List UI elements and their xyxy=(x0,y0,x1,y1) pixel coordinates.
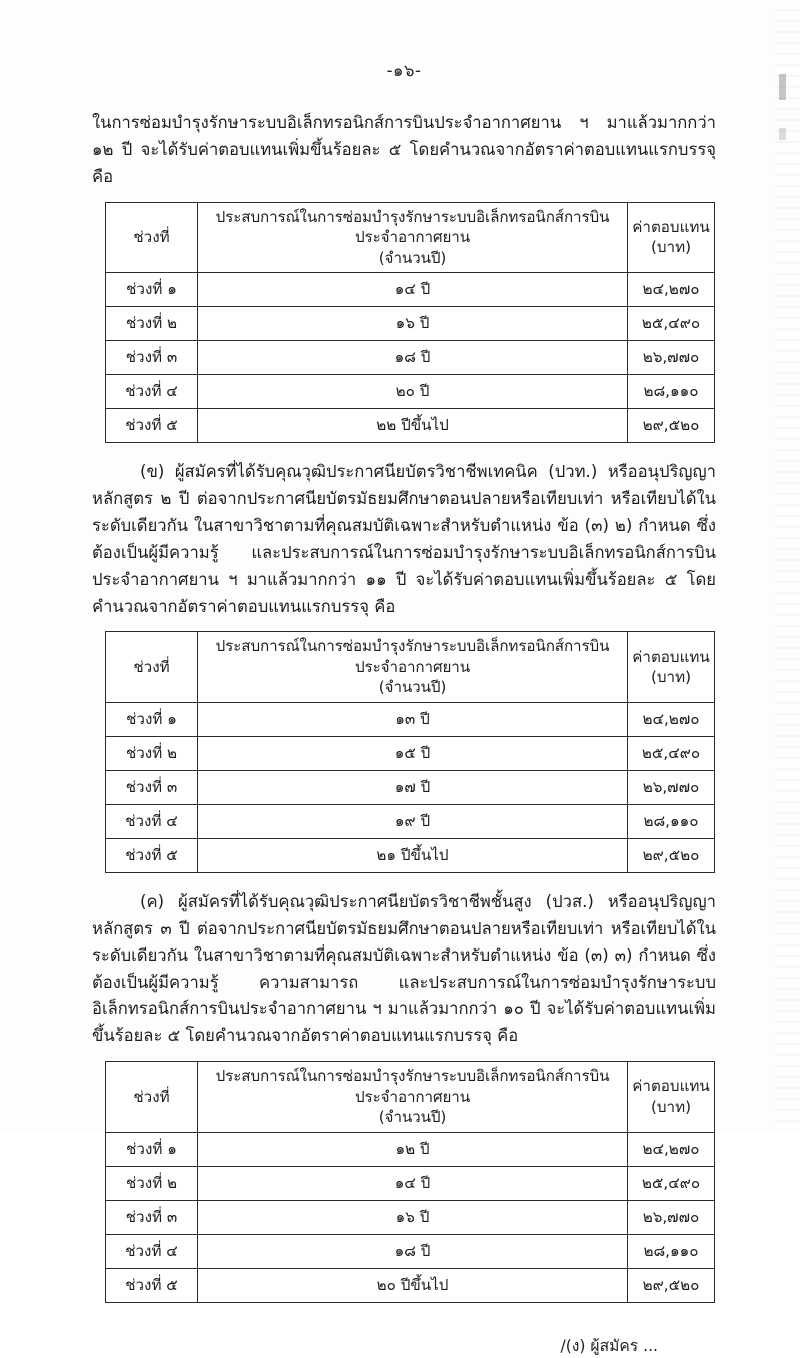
cell-experience: ๒๐ ปีขึ้นไป xyxy=(198,1268,628,1302)
cell-range: ช่วงที่ ๒ xyxy=(106,736,198,770)
cell-pay: ๒๘,๑๑๐ xyxy=(628,804,715,838)
column-header-pay-line1: ค่าตอบแทน xyxy=(632,217,710,236)
column-header-pay xyxy=(628,1062,715,1133)
cell-range: ช่วงที่ ๑ xyxy=(106,702,198,736)
column-header-pay xyxy=(628,632,715,703)
column-header-range: ช่วงที่ xyxy=(106,1062,198,1133)
pay-table-section-2 xyxy=(105,631,715,873)
column-header-experience xyxy=(198,202,628,273)
cell-experience: ๑๘ ปี xyxy=(198,341,628,375)
cell-range: ช่วงที่ ๔ xyxy=(106,1234,198,1268)
column-header-pay xyxy=(628,202,715,273)
table-row xyxy=(106,341,715,375)
table-body xyxy=(106,273,715,443)
cell-experience: ๑๙ ปี xyxy=(198,804,628,838)
cell-experience: ๒๐ ปี xyxy=(198,375,628,409)
cell-range: ช่วงที่ ๔ xyxy=(106,375,198,409)
cell-experience: ๑๔ ปี xyxy=(198,1166,628,1200)
cell-experience: ๑๗ ปี xyxy=(198,770,628,804)
document-content xyxy=(92,0,716,1358)
column-header-pay-line2: (บาท) xyxy=(650,238,692,257)
column-header-pay-line2: (บาท) xyxy=(650,668,692,687)
cell-experience: ๑๖ ปี xyxy=(198,307,628,341)
cell-range: ช่วงที่ ๓ xyxy=(106,341,198,375)
scan-edge-artifact xyxy=(774,0,800,1131)
paragraph-section-1: ในการซ่อมบำรุงรักษาระบบอิเล็กทรอนิกส์การบินประจำอากาศยาน ฯ มาแล้วมากกว่า ๑๒ ปี จะได้รับค่าตอบแทนเพิ่มขึ้นร้อยละ ๕ โดยคำนวณจากอัตราค่าตอบแทนแรกบรรจุ คือ xyxy=(92,113,716,186)
page-number: -๑๖- xyxy=(386,61,422,80)
cell-pay: ๒๔,๒๗๐ xyxy=(628,1132,715,1166)
column-header-pay-line2: (บาท) xyxy=(650,1097,692,1116)
cell-pay: ๒๕,๔๙๐ xyxy=(628,1166,715,1200)
cell-range: ช่วงที่ ๓ xyxy=(106,770,198,804)
cell-range: ช่วงที่ ๔ xyxy=(106,804,198,838)
cell-range: ช่วงที่ ๕ xyxy=(106,1268,198,1302)
column-header-range: ช่วงที่ xyxy=(106,632,198,703)
column-header-pay-line1: ค่าตอบแทน xyxy=(632,1077,710,1096)
cell-pay: ๒๔,๒๗๐ xyxy=(628,273,715,307)
cell-range: ช่วงที่ ๑ xyxy=(106,1132,198,1166)
cell-experience: ๒๑ ปีขึ้นไป xyxy=(198,838,628,872)
table-row xyxy=(106,804,715,838)
table-row xyxy=(106,1166,715,1200)
paragraph-section-2: (ข) ผู้สมัครที่ได้รับคุณวุฒิประกาศนียบัตรวิชาชีพเทคนิค (ปวท.) หรืออนุปริญญาหลักสูตร ๒ ปี ต่อจากประกาศนียบัตรมัธยมศึกษาตอนปลายหรือเทียบเท่า หรือเทียบได้ในระดับเดียวกัน ในสาขาวิชาตามที่คุณสมบัติเฉพาะสำหรับตำแหน่ง ข้อ (๓) ๒) กำหนด ซึ่งต้องเป็นผู้มีความรู้ และประสบการณ์ในการซ่อมบำรุงรักษาระบบอิเล็กทรอนิกส์การบินประจำอากาศยาน ฯ มาแล้วมากกว่า ๑๑ ปี จะได้รับค่าตอบแทนเพิ่มขึ้นร้อยละ ๕ โดยคำนวณจากอัตราค่าตอบแทนแรกบรรจุ คือ xyxy=(92,462,716,616)
column-header-experience-line1: ประสบการณ์ในการซ่อมบำรุงรักษาระบบอิเล็กทรอนิกส์การบินประจำอากาศยาน xyxy=(215,207,610,247)
table-row xyxy=(106,1132,715,1166)
scan-speckle xyxy=(779,128,786,140)
column-header-experience xyxy=(198,632,628,703)
cell-range: ช่วงที่ ๕ xyxy=(106,838,198,872)
table-row xyxy=(106,307,715,341)
cell-range: ช่วงที่ ๕ xyxy=(106,409,198,443)
table-header-row xyxy=(106,632,715,703)
cell-experience: ๑๓ ปี xyxy=(198,702,628,736)
table-body xyxy=(106,702,715,872)
cell-pay: ๒๖,๗๗๐ xyxy=(628,1200,715,1234)
scan-speckle xyxy=(779,74,786,100)
column-header-range: ช่วงที่ xyxy=(106,202,198,273)
cell-pay: ๒๖,๗๗๐ xyxy=(628,770,715,804)
table-body xyxy=(106,1132,715,1302)
cell-pay: ๒๙,๕๒๐ xyxy=(628,409,715,443)
table-row xyxy=(106,838,715,872)
table-row xyxy=(106,375,715,409)
table-row xyxy=(106,409,715,443)
column-header-experience-line2: (จำนวนปี) xyxy=(378,1108,447,1127)
table-header-row xyxy=(106,202,715,273)
pay-table-section-3 xyxy=(105,1061,715,1303)
cell-pay: ๒๕,๔๙๐ xyxy=(628,307,715,341)
table-row xyxy=(106,736,715,770)
cell-pay: ๒๙,๕๒๐ xyxy=(628,838,715,872)
column-header-experience-line2: (จำนวนปี) xyxy=(378,678,447,697)
cell-experience: ๒๒ ปีขึ้นไป xyxy=(198,409,628,443)
cell-experience: ๑๖ ปี xyxy=(198,1200,628,1234)
table-header-row xyxy=(106,1062,715,1133)
table-row xyxy=(106,702,715,736)
table-row xyxy=(106,1268,715,1302)
paragraph-section-3: (ค) ผู้สมัครที่ได้รับคุณวุฒิประกาศนียบัตรวิชาชีพชั้นสูง (ปวส.) หรืออนุปริญญาหลักสูตร ๓ ปี ต่อจากประกาศนียบัตรมัธยมศึกษาตอนปลายหรือเทียบเท่า หรือเทียบได้ในระดับเดียวกัน ในสาขาวิชาตามที่คุณสมบัติเฉพาะสำหรับตำแหน่ง ข้อ (๓) ๓) กำหนด ซึ่งต้องเป็นผู้มีความรู้ ความสามารถ และประสบการณ์ในการซ่อมบำรุงรักษาระบบอิเล็กทรอนิกส์การบินประจำอากาศยาน ฯ มาแล้วมากกว่า ๑๐ ปี จะได้รับค่าตอบแทนเพิ่มขึ้นร้อยละ ๕ โดยคำนวณจากอัตราค่าตอบแทนแรกบรรจุ คือ xyxy=(92,891,716,1046)
column-header-experience-line1: ประสบการณ์ในการซ่อมบำรุงรักษาระบบอิเล็กทรอนิกส์การบินประจำอากาศยาน xyxy=(215,637,610,676)
column-header-experience-line1: ประสบการณ์ในการซ่อมบำรุงรักษาระบบอิเล็กทรอนิกส์การบินประจำอากาศยาน xyxy=(215,1067,610,1106)
cell-experience: ๑๔ ปี xyxy=(198,273,628,307)
cell-experience: ๑๒ ปี xyxy=(198,1132,628,1166)
cell-pay: ๒๙,๕๒๐ xyxy=(628,1268,715,1302)
column-header-experience-line2: (จำนวนปี) xyxy=(378,248,447,267)
table-row xyxy=(106,770,715,804)
cell-pay: ๒๖,๗๗๐ xyxy=(628,341,715,375)
cell-range: ช่วงที่ ๒ xyxy=(106,307,198,341)
cell-pay: ๒๘,๑๑๐ xyxy=(628,375,715,409)
cell-pay: ๒๔,๒๗๐ xyxy=(628,702,715,736)
cell-pay: ๒๘,๑๑๐ xyxy=(628,1234,715,1268)
table-row xyxy=(106,1200,715,1234)
table-row xyxy=(106,273,715,307)
cell-range: ช่วงที่ ๓ xyxy=(106,1200,198,1234)
cell-range: ช่วงที่ ๒ xyxy=(106,1166,198,1200)
cell-range: ช่วงที่ ๑ xyxy=(106,273,198,307)
footer-continuation-note: /(ง) ผู้สมัคร ... xyxy=(560,1336,658,1355)
cell-experience: ๑๕ ปี xyxy=(198,736,628,770)
cell-pay: ๒๕,๔๙๐ xyxy=(628,736,715,770)
pay-table-section-1 xyxy=(105,202,715,444)
cell-experience: ๑๘ ปี xyxy=(198,1234,628,1268)
table-row xyxy=(106,1234,715,1268)
column-header-experience xyxy=(198,1062,628,1133)
column-header-pay-line1: ค่าตอบแทน xyxy=(632,647,710,666)
